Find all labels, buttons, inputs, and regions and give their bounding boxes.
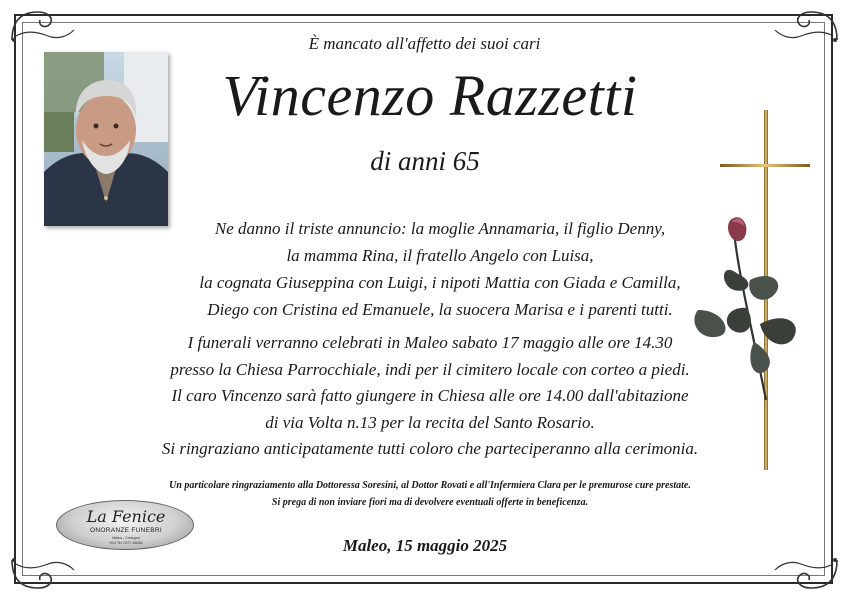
place-and-date: Maleo, 15 maggio 2025 bbox=[342, 536, 508, 555]
funeral-line: Si ringraziano anticipatamente tutti coloro che parteciperanno alla cerimonia. bbox=[161, 439, 699, 458]
deceased-name: Vincenzo Razzetti bbox=[222, 63, 638, 128]
announcement-paragraph bbox=[130, 215, 750, 323]
announcement-line: la cognata Giuseppina con Luigi, i nipoti Mattia con Giada e Camilla, bbox=[199, 273, 681, 292]
corner-ornament-bottom-left bbox=[8, 554, 78, 594]
rose-icon bbox=[694, 217, 795, 400]
announcement-line: Diego con Cristina ed Emanuele, la suocera Marisa e i parenti tutti. bbox=[207, 300, 673, 319]
announcement-line: Ne danno il triste annuncio: la moglie Annamaria, il figlio Denny, bbox=[214, 219, 666, 238]
funeral-line: presso la Chiesa Parrocchiale, indi per il cimitero locale con corteo a piedi. bbox=[170, 359, 690, 379]
deceased-age: di anni 65 bbox=[370, 146, 480, 176]
intro-line: È mancato all'affetto dei suoi cari bbox=[308, 34, 541, 53]
logo-contact bbox=[57, 536, 195, 545]
funeral-home-logo bbox=[56, 500, 194, 550]
cross-with-rose-illustration bbox=[690, 110, 830, 480]
announcement-line: la mamma Rina, il fratello Angelo con Luisa, bbox=[286, 246, 594, 265]
funeral-line: di via Volta n.13 per la recita del Santo Rosario. bbox=[265, 412, 595, 432]
logo-name: La Fenice bbox=[86, 507, 166, 526]
funeral-line: I funerali verranno celebrati in Maleo sabato 17 maggio alle ore 14.30 bbox=[187, 333, 673, 352]
logo-phone: H24 Tel. 0377.58066 bbox=[109, 540, 143, 545]
funeral-line: Il caro Vincenzo sarà fatto giungere in Chiesa alle ore 14.00 dall'abitazione bbox=[171, 386, 689, 405]
logo-location: Maleo - Codogno bbox=[112, 536, 140, 540]
corner-ornament-bottom-right bbox=[771, 554, 841, 594]
thanks-note: Un particolare ringraziamento alla Dottoressa Soresini, al Dottor Rovati e all'Infermiera Clara per le premurose cure prestate. bbox=[169, 480, 691, 491]
funeral-paragraph bbox=[110, 330, 750, 463]
logo-subtitle: ONORANZE FUNEBRI bbox=[90, 527, 162, 534]
no-flowers-note: Si prega di non inviare fiori ma di devolvere eventuali offerte in beneficenza. bbox=[271, 497, 589, 508]
